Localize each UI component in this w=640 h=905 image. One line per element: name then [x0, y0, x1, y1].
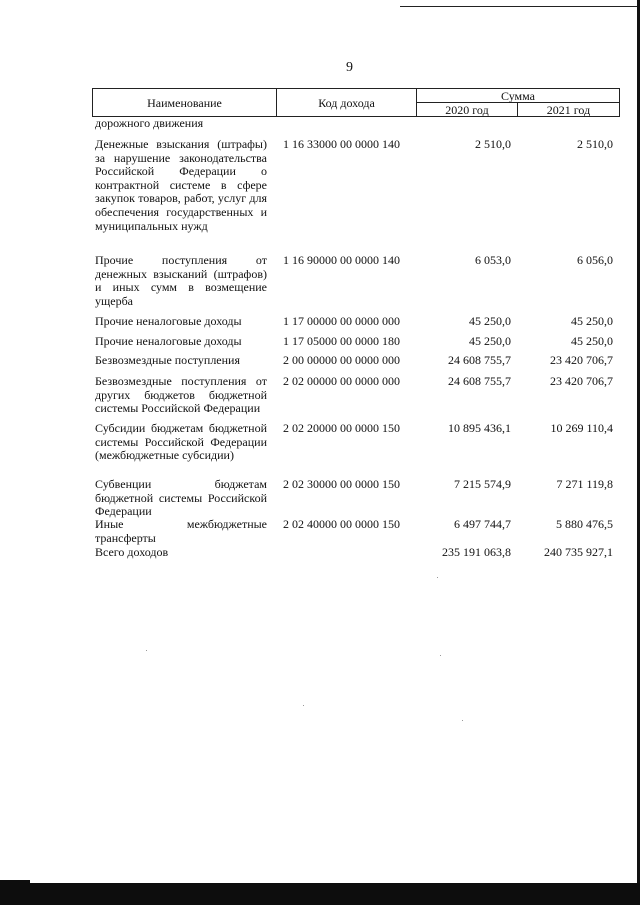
scan-speck: [462, 720, 463, 721]
row-2021: 10 269 110,4: [550, 421, 613, 435]
row-2020: 10 895 436,1: [448, 421, 511, 435]
row-code: 2 00 00000 00 0000 000: [283, 353, 400, 367]
row-code: 2 02 00000 00 0000 000: [283, 374, 400, 388]
row-code: 1 16 33000 00 0000 140: [283, 137, 400, 151]
row-code: 1 16 90000 00 0000 140: [283, 253, 400, 267]
row-name: Всего доходов: [95, 545, 169, 559]
row-2021: 23 420 706,7: [550, 374, 613, 388]
scan-speck: [437, 577, 438, 578]
row-name: Субсидии бюджетам бюджетной системы Российской Федерации (межбюджетные субсидии): [95, 421, 267, 463]
row-2021: 240 735 927,1: [544, 545, 613, 559]
row-name: Денежные взыскания (штрафы) за нарушение законодательства Российской Федерации о контрактной системе в сфере закупок товаров, работ, услуг для обеспечения государственных и муниципальных нужд: [95, 137, 267, 233]
row-2020: 2 510,0: [475, 137, 511, 151]
row-code: 1 17 00000 00 0000 000: [283, 314, 400, 328]
scan-edge-left: [0, 880, 30, 905]
row-2020: 45 250,0: [469, 314, 511, 328]
row-2021: 7 271 119,8: [556, 477, 613, 491]
row-name: Иные межбюджетные трансферты: [95, 517, 267, 545]
row-2020: 6 053,0: [475, 253, 511, 267]
row-2020: 6 497 744,7: [454, 517, 511, 531]
row-2020: 24 608 755,7: [448, 353, 511, 367]
row-code: 1 17 05000 00 0000 180: [283, 334, 400, 348]
header-sum: Сумма: [501, 89, 535, 103]
row-name: Субвенции бюджетам бюджетной системы Российской Федерации: [95, 477, 267, 519]
scan-edge-bottom: [0, 883, 640, 905]
row-name: Безвозмездные поступления от других бюджетов бюджетной системы Российской Федерации: [95, 374, 267, 416]
row-2020: 7 215 574,9: [454, 477, 511, 491]
row-2021: 23 420 706,7: [550, 353, 613, 367]
header-name: Наименование: [147, 96, 222, 110]
table-header: [92, 88, 620, 117]
scan-speck: [440, 655, 441, 656]
row-name: дорожного движения: [95, 116, 204, 130]
row-2020: 24 608 755,7: [448, 374, 511, 388]
header-year-2021: 2021 год: [546, 103, 591, 117]
row-name: Прочие неналоговые доходы: [95, 334, 242, 348]
header-code: Код дохода: [318, 96, 375, 110]
scan-speck: [146, 650, 147, 651]
header-year-2020: 2020 год: [445, 103, 489, 117]
row-2020: 235 191 063,8: [442, 545, 511, 559]
row-2021: 6 056,0: [577, 253, 613, 267]
row-2021: 45 250,0: [571, 314, 613, 328]
row-2021: 2 510,0: [577, 137, 613, 151]
row-name: Прочие поступления от денежных взысканий (штрафов) и иных сумм в возмещение ущерба: [95, 253, 267, 308]
row-code: 2 02 40000 00 0000 150: [283, 517, 400, 531]
row-name: Прочие неналоговые доходы: [95, 314, 242, 328]
row-code: 2 02 20000 00 0000 150: [283, 421, 400, 435]
top-rule: [400, 6, 640, 7]
page-number: 9: [346, 60, 353, 75]
row-name: Безвозмездные поступления: [95, 353, 240, 367]
row-2021: 5 880 476,5: [556, 517, 613, 531]
row-2020: 45 250,0: [469, 334, 511, 348]
scan-speck: [303, 705, 304, 706]
row-2021: 45 250,0: [571, 334, 613, 348]
row-code: 2 02 30000 00 0000 150: [283, 477, 400, 491]
